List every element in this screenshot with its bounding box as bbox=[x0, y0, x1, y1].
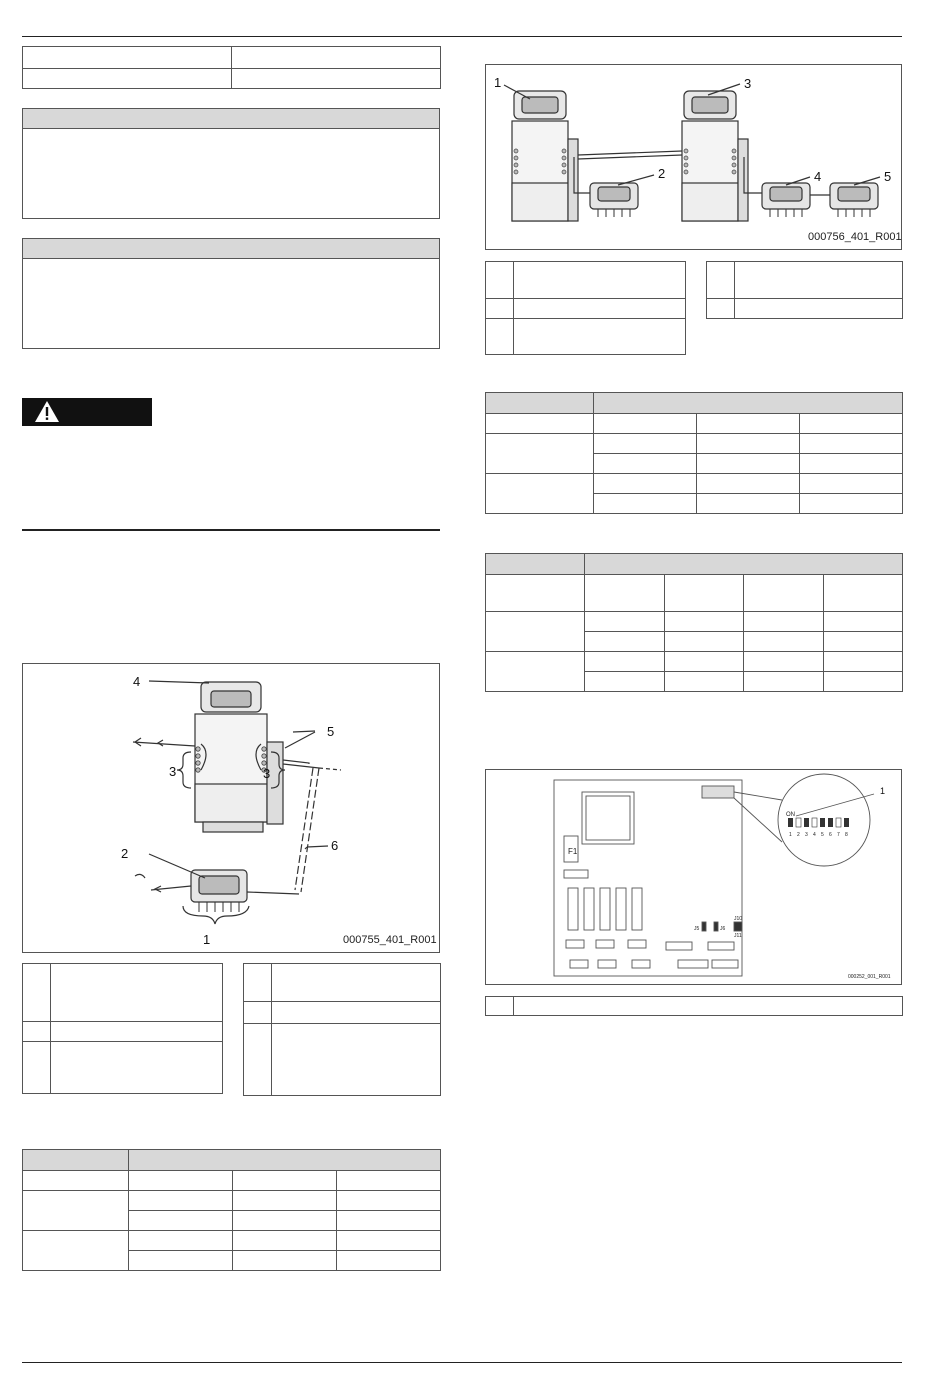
table-cell bbox=[697, 454, 800, 474]
table-cell bbox=[800, 474, 903, 494]
legend-key bbox=[486, 997, 514, 1016]
callout-5: 5 bbox=[884, 169, 892, 184]
dip-on-label: ON bbox=[786, 812, 795, 818]
jumper-label: J6 bbox=[720, 926, 726, 932]
table-cell bbox=[337, 1191, 441, 1211]
dip-number: 3 bbox=[805, 832, 808, 838]
table-cell bbox=[800, 434, 903, 454]
table-cell bbox=[129, 1211, 233, 1231]
dip-number: 7 bbox=[837, 832, 840, 838]
table-cell bbox=[697, 494, 800, 514]
footer-rule bbox=[22, 1362, 902, 1363]
table-header bbox=[594, 393, 903, 414]
dip-number: 8 bbox=[845, 832, 848, 838]
table-cell bbox=[23, 1171, 129, 1191]
table-cell bbox=[232, 69, 441, 89]
table-cell bbox=[744, 575, 824, 612]
table-cell bbox=[486, 474, 594, 514]
table-cell bbox=[233, 1251, 337, 1271]
jumper-label: J5 bbox=[694, 926, 700, 932]
callout-2: 2 bbox=[658, 166, 666, 181]
table-header bbox=[129, 1150, 441, 1171]
table-cell bbox=[697, 474, 800, 494]
table-cell bbox=[585, 672, 665, 692]
multi-unit-diagram bbox=[486, 65, 901, 249]
legend-key bbox=[244, 1024, 272, 1096]
dip-number: 2 bbox=[797, 832, 800, 838]
table-cell bbox=[585, 612, 665, 632]
table-cell bbox=[23, 47, 232, 69]
dip-number: 4 bbox=[813, 832, 816, 838]
callout-4: 4 bbox=[133, 674, 141, 689]
table-cell bbox=[129, 1191, 233, 1211]
table-cell bbox=[665, 632, 744, 652]
table-cell bbox=[744, 632, 824, 652]
legend-key bbox=[486, 319, 514, 355]
callout-5: 5 bbox=[327, 724, 335, 739]
table-cell bbox=[486, 434, 594, 474]
table-cell bbox=[486, 652, 585, 692]
legend-text bbox=[514, 997, 903, 1016]
table-cell bbox=[129, 1231, 233, 1251]
legend-table-left-b bbox=[243, 963, 441, 1096]
table-cell bbox=[594, 454, 697, 474]
legend-key bbox=[23, 1022, 51, 1042]
table-cell bbox=[824, 632, 903, 652]
legend-text bbox=[272, 964, 441, 1002]
table-cell bbox=[800, 494, 903, 514]
callout-3: 3 bbox=[169, 764, 177, 779]
table-cell bbox=[697, 434, 800, 454]
dip-number: 6 bbox=[829, 832, 832, 838]
table-cell bbox=[585, 652, 665, 672]
legend-key bbox=[707, 299, 735, 319]
legend-key bbox=[23, 1042, 51, 1094]
legend-key bbox=[244, 964, 272, 1002]
data-table-right-1 bbox=[485, 392, 903, 514]
notice-box-header bbox=[23, 239, 439, 259]
figure-code: 000756_401_R001 bbox=[808, 231, 902, 243]
callout-3: 3 bbox=[744, 76, 752, 91]
figure-multi-unit bbox=[485, 64, 902, 250]
legend-key bbox=[23, 964, 51, 1022]
top-left-table bbox=[22, 46, 441, 89]
legend-table-right-a bbox=[485, 261, 686, 355]
table-cell bbox=[233, 1211, 337, 1231]
table-cell bbox=[486, 575, 585, 612]
table-cell bbox=[486, 414, 594, 434]
table-cell bbox=[594, 414, 697, 434]
legend-text bbox=[51, 1022, 223, 1042]
table-cell bbox=[697, 414, 800, 434]
legend-table-right-b bbox=[706, 261, 903, 319]
jumper-label: J11 bbox=[734, 933, 742, 939]
table-cell bbox=[23, 1231, 129, 1271]
table-header bbox=[585, 554, 903, 575]
data-table-left bbox=[22, 1149, 441, 1271]
table-cell bbox=[665, 652, 744, 672]
callout-2: 2 bbox=[121, 846, 129, 861]
table-cell bbox=[594, 474, 697, 494]
legend-text bbox=[514, 262, 686, 299]
callout-4: 4 bbox=[814, 169, 822, 184]
table-cell bbox=[594, 434, 697, 454]
table-cell bbox=[337, 1171, 441, 1191]
table-cell bbox=[824, 652, 903, 672]
table-cell bbox=[486, 612, 585, 652]
table-cell bbox=[824, 672, 903, 692]
callout-6: 6 bbox=[331, 838, 339, 853]
dip-number: 1 bbox=[789, 832, 792, 838]
table-cell bbox=[665, 612, 744, 632]
figure-control-board bbox=[485, 769, 902, 985]
table-cell bbox=[233, 1231, 337, 1251]
table-header bbox=[486, 554, 585, 575]
table-cell bbox=[744, 612, 824, 632]
jumper-label: J10 bbox=[734, 916, 743, 922]
callout-1: 1 bbox=[203, 932, 211, 947]
table-cell bbox=[23, 69, 232, 89]
legend-key bbox=[486, 262, 514, 299]
legend-text bbox=[51, 1042, 223, 1094]
notice-box-header bbox=[23, 109, 439, 129]
table-cell bbox=[744, 652, 824, 672]
legend-key bbox=[486, 299, 514, 319]
legend-text bbox=[272, 1002, 441, 1024]
table-cell bbox=[585, 632, 665, 652]
board-diagram bbox=[486, 770, 901, 984]
table-cell bbox=[233, 1171, 337, 1191]
legend-text bbox=[51, 964, 223, 1022]
legend-text bbox=[735, 299, 903, 319]
table-header bbox=[23, 1150, 129, 1171]
data-table-right-2 bbox=[485, 553, 903, 692]
table-cell bbox=[665, 575, 744, 612]
legend-key bbox=[707, 262, 735, 299]
table-cell bbox=[800, 414, 903, 434]
table-cell bbox=[337, 1231, 441, 1251]
dip-number: 5 bbox=[821, 832, 824, 838]
notice-box-1 bbox=[22, 108, 440, 219]
table-cell bbox=[585, 575, 665, 612]
table-cell bbox=[824, 612, 903, 632]
legend-text bbox=[514, 319, 686, 355]
callout-1: 1 bbox=[880, 786, 886, 796]
legend-key bbox=[244, 1002, 272, 1024]
table-cell bbox=[594, 494, 697, 514]
device-diagram bbox=[23, 664, 439, 952]
warning-triangle-icon bbox=[32, 398, 62, 426]
table-header bbox=[486, 393, 594, 414]
table-cell bbox=[800, 454, 903, 474]
table-cell bbox=[337, 1211, 441, 1231]
figure-code: 000252_001_R001 bbox=[848, 974, 891, 980]
callout-3b: 3 bbox=[263, 766, 271, 781]
table-cell bbox=[824, 575, 903, 612]
fuse-label: F1 bbox=[568, 847, 578, 856]
table-cell bbox=[129, 1171, 233, 1191]
callout-1: 1 bbox=[494, 75, 502, 90]
table-cell bbox=[665, 672, 744, 692]
section-divider bbox=[22, 529, 440, 531]
table-cell bbox=[337, 1251, 441, 1271]
warning-banner bbox=[22, 398, 152, 426]
figure-system-overview bbox=[22, 663, 440, 953]
table-cell bbox=[232, 47, 441, 69]
notice-box-2 bbox=[22, 238, 440, 349]
legend-text bbox=[272, 1024, 441, 1096]
table-cell bbox=[744, 672, 824, 692]
legend-table-left-a bbox=[22, 963, 223, 1094]
figure-code: 000755_401_R001 bbox=[343, 934, 437, 946]
header-rule bbox=[22, 36, 902, 37]
legend-text bbox=[735, 262, 903, 299]
table-cell bbox=[233, 1191, 337, 1211]
table-cell bbox=[23, 1191, 129, 1231]
table-cell bbox=[129, 1251, 233, 1271]
legend-text bbox=[514, 299, 686, 319]
legend-table-board bbox=[485, 996, 903, 1016]
